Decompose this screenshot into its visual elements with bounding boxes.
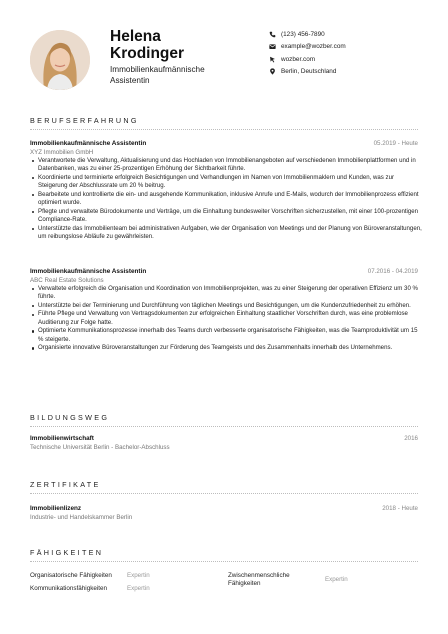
- skill-1-level: Expertin: [127, 572, 150, 579]
- job-1-title: Immobilienkaufmännische Assistentin: [30, 140, 147, 147]
- job-2-dates: 07.2016 - 04.2019: [367, 268, 418, 275]
- education-year: 2016: [404, 435, 418, 442]
- list-item: Optimierte Kommunikationsprozesse innerhalb des Teams durch verbesserte organisatorische Fähigkeiten, was die Teamproduktivität um 15 % steigerte.: [30, 327, 422, 344]
- section-title-skills: FÄHIGKEITEN: [30, 548, 104, 557]
- job-title: Immobilienkaufmännische Assistentin: [110, 65, 205, 85]
- section-divider: [30, 129, 418, 130]
- portrait-photo: [30, 30, 90, 90]
- contact-location-text: Berlin, Deutschland: [281, 68, 337, 76]
- skill-3-name: Zwischenmenschliche Fähigkeiten: [228, 572, 290, 587]
- name-first: Helena: [110, 28, 161, 45]
- list-item: Organisierte innovative Büroveranstaltungen zur Förderung des Teamgeists und des Zusammenhalts innerhalb des Unternehmens.: [30, 344, 422, 352]
- list-item: Unterstützte bei der Terminierung und Durchführung von täglichen Meetings und Besichtigungen, um die Kundenzufriedenheit zu erhöhen.: [30, 302, 422, 310]
- avatar: [30, 30, 90, 90]
- contact-website: [268, 53, 346, 66]
- section-divider: [30, 561, 418, 562]
- certificate-dates: 2018 - Heute: [382, 505, 418, 512]
- education-institution: Technische Universität Berlin - Bachelor-Abschluss: [30, 444, 170, 451]
- job-2-bullets: [30, 285, 422, 353]
- section-divider: [30, 493, 418, 494]
- job-2-title: Immobilienkaufmännische Assistentin: [30, 268, 147, 275]
- location-pin-icon: [268, 67, 277, 76]
- name-last: Krodinger: [110, 45, 185, 62]
- job-2-company: ABC Real Estate Solutions: [30, 276, 104, 284]
- skill-2-level: Expertin: [127, 585, 150, 592]
- contact-email: [268, 41, 346, 54]
- list-item: Verwaltete erfolgreich die Organisation und Koordination von Immobilienprojekten, was zu einer Steigerung der operativen Effizienz um 30 % führte.: [30, 285, 422, 302]
- list-item: Führte Pflege und Verwaltung von Vertragsdokumenten zur erfolgreichen Einhaltung staatlicher Vorschriften durch, was eine problemlose Auditierung zur Folge hatte.: [30, 310, 422, 327]
- phone-icon: [268, 30, 277, 39]
- skill-2-name: Kommunikationsfähigkeiten: [30, 585, 108, 592]
- skill-1-name: Organisatorische Fähigkeiten: [30, 572, 112, 579]
- list-item: Verantwortete die Verwaltung, Aktualisierung und das Hochladen von Immobilienangeboten auf verschiedenen Immobilienplattformen und in Datenbanken, was zu einer 25-prozentigen Erhöhung der Sichtbarkeit führte.: [30, 157, 422, 174]
- certificate-issuer: Industrie- und Handelskammer Berlin: [30, 514, 133, 521]
- skill-3-level: Expertin: [325, 576, 348, 583]
- job-1-dates: 05.2019 - Heute: [373, 140, 418, 147]
- email-icon: [268, 42, 277, 51]
- section-divider: [30, 426, 418, 427]
- contact-email-text[interactable]: example@wozber.com: [281, 43, 346, 51]
- contact-phone-text[interactable]: (123) 456-7890: [281, 30, 325, 38]
- contact-website-text[interactable]: wozber.com: [281, 55, 316, 63]
- section-title-certificates: ZERTIFIKATE: [30, 480, 101, 489]
- certificate-name: Immobilienlizenz: [30, 505, 82, 512]
- contact-phone: [268, 28, 346, 41]
- list-item: Unterstützte das Immobilienteam bei administrativen Aufgaben, wie der Organisation von Meetings und der Planung von Büroveranstaltungen, um reibungslose Abläufe zu gewährleisten.: [30, 225, 422, 242]
- section-title-experience: BERUFSERFAHRUNG: [30, 116, 139, 125]
- education-degree: Immobilienwirtschaft: [30, 435, 94, 442]
- section-title-education: BILDUNGSWEG: [30, 413, 110, 422]
- list-item: Pflegte und verwaltete Bürodokumente und Verträge, um die Einhaltung bundesweiter Vorschriften sicherzustellen, mit einer 100-prozentigen Compliance-Rate.: [30, 208, 422, 225]
- contact-block: [268, 28, 346, 78]
- cursor-icon: [268, 55, 277, 64]
- candidate-name: [110, 28, 184, 62]
- contact-location: [268, 66, 346, 79]
- list-item: Koordinierte und terminierte erfolgreich Besichtigungen und Verhandlungen im Namen von Immobilienmaklern und Kunden, was zur Steigerung der Abschlussrate um 20 % beitrug.: [30, 174, 422, 191]
- job-1-company: XYZ Immobilien GmbH: [30, 148, 94, 156]
- list-item: Bearbeitete und kontrollierte die ein- und ausgehende Kommunikation, inklusive Anrufe und E-Mails, wodurch der Immobilienprozess effizient optimiert wurde.: [30, 191, 422, 208]
- job-1-bullets: [30, 157, 422, 242]
